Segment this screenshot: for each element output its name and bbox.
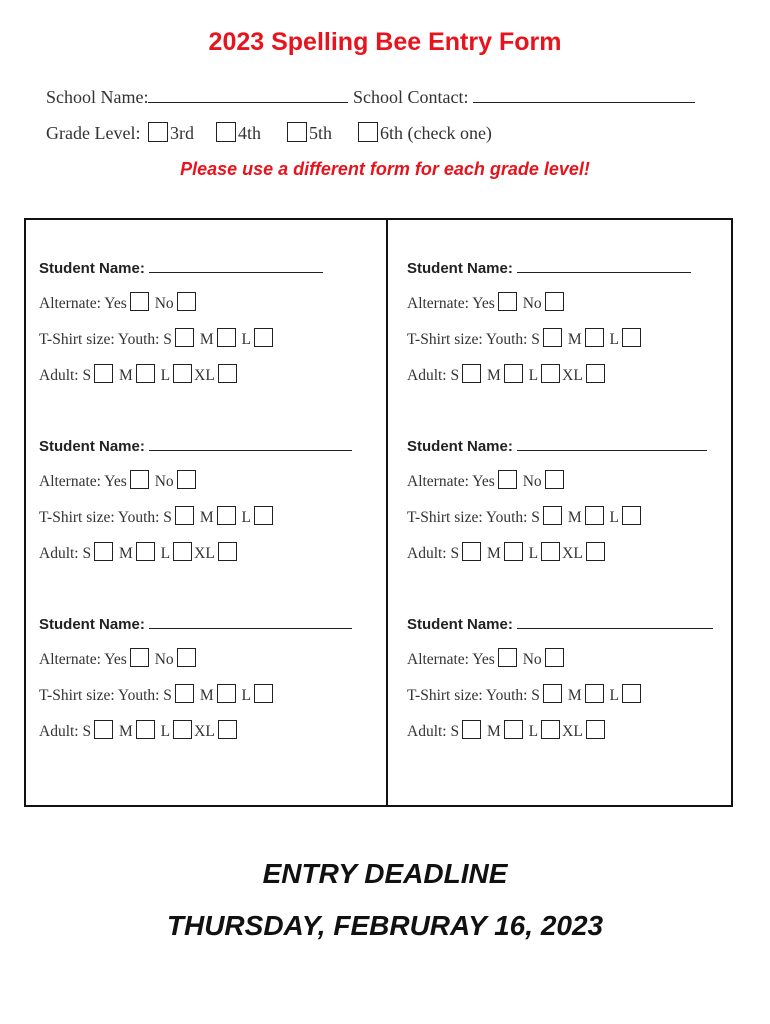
alternate-row xyxy=(39,648,198,669)
youth-l-label: L xyxy=(609,331,619,348)
youth-m-label: M xyxy=(199,509,214,526)
adult-m-checkbox[interactable] xyxy=(136,542,155,561)
adult-s-label: Adult: S xyxy=(39,367,92,384)
alternate-row xyxy=(407,648,566,669)
alternate-no-checkbox[interactable] xyxy=(545,292,564,311)
alternate-no-label: No xyxy=(522,295,542,312)
youth-tshirt-s-label: T-Shirt size: Youth: S xyxy=(407,331,540,348)
youth-m-label: M xyxy=(199,687,214,704)
student-name-label: Student Name xyxy=(39,260,140,277)
adult-tshirt-row xyxy=(39,720,239,741)
adult-tshirt-row xyxy=(407,720,607,741)
grade-3rd-checkbox[interactable] xyxy=(148,122,168,142)
alternate-yes-checkbox[interactable] xyxy=(130,292,149,311)
adult-l-checkbox[interactable] xyxy=(541,364,560,383)
student-name-colon: : xyxy=(507,438,513,455)
youth-l-checkbox[interactable] xyxy=(254,328,273,347)
school-contact-field[interactable] xyxy=(473,86,695,103)
youth-l-label: L xyxy=(241,687,251,704)
alternate-no-label: No xyxy=(154,295,174,312)
student-name-row xyxy=(407,614,713,633)
youth-l-label: L xyxy=(241,509,251,526)
adult-s-label: Adult: S xyxy=(39,723,92,740)
youth-m-label: M xyxy=(567,687,582,704)
deadline-heading: ENTRY DEADLINE xyxy=(262,858,508,889)
adult-l-label: L xyxy=(528,723,539,740)
youth-l-label: L xyxy=(609,509,619,526)
youth-l-checkbox[interactable] xyxy=(622,506,641,525)
youth-m-checkbox[interactable] xyxy=(585,506,604,525)
adult-m-checkbox[interactable] xyxy=(504,364,523,383)
adult-xl-label: XL xyxy=(562,367,583,384)
student-name-field[interactable] xyxy=(517,258,691,273)
youth-s-checkbox[interactable] xyxy=(175,328,194,347)
alternate-no-label: No xyxy=(154,473,174,490)
adult-xl-checkbox[interactable] xyxy=(218,542,237,561)
student-name-colon: : xyxy=(507,616,513,633)
youth-tshirt-s-label: T-Shirt size: Youth: S xyxy=(39,331,172,348)
youth-l-checkbox[interactable] xyxy=(254,684,273,703)
alternate-row xyxy=(39,292,198,313)
youth-m-checkbox[interactable] xyxy=(217,684,236,703)
adult-s-checkbox[interactable] xyxy=(462,364,481,383)
student-name-row xyxy=(39,258,323,277)
youth-l-label: L xyxy=(241,331,251,348)
student-name-row xyxy=(39,614,352,633)
youth-tshirt-row xyxy=(39,506,275,527)
adult-s-checkbox[interactable] xyxy=(94,364,113,383)
student-name-label: Student Name xyxy=(39,438,140,455)
alternate-yes-checkbox[interactable] xyxy=(498,470,517,489)
adult-s-label: Adult: S xyxy=(407,367,460,384)
adult-s-checkbox[interactable] xyxy=(94,720,113,739)
adult-l-checkbox[interactable] xyxy=(173,364,192,383)
alternate-yes-checkbox[interactable] xyxy=(130,470,149,489)
student-name-colon: : xyxy=(507,260,513,277)
adult-xl-checkbox[interactable] xyxy=(586,542,605,561)
student-name-field[interactable] xyxy=(517,436,707,451)
grade-6th-label: 6th (check one) xyxy=(379,123,492,143)
adult-m-checkbox[interactable] xyxy=(136,720,155,739)
adult-s-label: Adult: S xyxy=(407,545,460,562)
grade-level-label: Grade Level: xyxy=(46,123,141,143)
adult-m-label: M xyxy=(118,723,133,740)
adult-l-label: L xyxy=(160,367,171,384)
youth-l-checkbox[interactable] xyxy=(254,506,273,525)
grade-6th-checkbox[interactable] xyxy=(358,122,378,142)
student-name-field[interactable] xyxy=(149,614,352,629)
alternate-row xyxy=(407,470,566,491)
adult-l-label: L xyxy=(160,545,171,562)
adult-l-checkbox[interactable] xyxy=(541,720,560,739)
adult-l-checkbox[interactable] xyxy=(173,720,192,739)
alternate-yes-checkbox[interactable] xyxy=(498,648,517,667)
alternate-no-checkbox[interactable] xyxy=(177,470,196,489)
youth-s-checkbox[interactable] xyxy=(175,506,194,525)
deadline-date: THURSDAY, FEBRURAY 16, 2023 xyxy=(166,910,604,941)
adult-s-checkbox[interactable] xyxy=(94,542,113,561)
student-name-label: Student Name xyxy=(407,260,508,277)
grade-warning: Please use a different form for each grade level! xyxy=(180,159,590,179)
youth-m-checkbox[interactable] xyxy=(585,684,604,703)
adult-l-checkbox[interactable] xyxy=(173,542,192,561)
adult-xl-label: XL xyxy=(562,545,583,562)
student-name-colon: : xyxy=(139,438,145,455)
alternate-yes-label: Alternate: Yes xyxy=(407,473,495,490)
adult-xl-checkbox[interactable] xyxy=(586,364,605,383)
youth-tshirt-row xyxy=(39,684,275,705)
adult-l-label: L xyxy=(528,367,539,384)
youth-m-label: M xyxy=(199,331,214,348)
student-name-field[interactable] xyxy=(149,436,352,451)
adult-l-label: L xyxy=(160,723,171,740)
youth-tshirt-s-label: T-Shirt size: Youth: S xyxy=(407,509,540,526)
youth-m-checkbox[interactable] xyxy=(217,506,236,525)
adult-xl-label: XL xyxy=(194,723,215,740)
adult-l-checkbox[interactable] xyxy=(541,542,560,561)
youth-l-checkbox[interactable] xyxy=(622,684,641,703)
student-name-label: Student Name xyxy=(407,438,508,455)
adult-xl-checkbox[interactable] xyxy=(218,720,237,739)
school-name-field[interactable] xyxy=(148,86,348,103)
youth-tshirt-s-label: T-Shirt size: Youth: S xyxy=(39,687,172,704)
youth-l-label: L xyxy=(609,687,619,704)
grade-3rd-label: 3rd xyxy=(169,123,194,143)
youth-s-checkbox[interactable] xyxy=(543,328,562,347)
youth-tshirt-s-label: T-Shirt size: Youth: S xyxy=(407,687,540,704)
youth-l-checkbox[interactable] xyxy=(622,328,641,347)
alternate-no-label: No xyxy=(522,651,542,668)
student-name-colon: : xyxy=(139,616,145,633)
adult-m-checkbox[interactable] xyxy=(504,542,523,561)
grade-4th-label: 4th xyxy=(237,123,261,143)
adult-m-checkbox[interactable] xyxy=(136,364,155,383)
school-contact-label: School Contact: xyxy=(352,87,469,107)
alternate-no-checkbox[interactable] xyxy=(545,648,564,667)
youth-s-checkbox[interactable] xyxy=(543,684,562,703)
student-name-colon: : xyxy=(139,260,145,277)
adult-xl-checkbox[interactable] xyxy=(586,720,605,739)
adult-l-label: L xyxy=(528,545,539,562)
youth-tshirt-row xyxy=(39,328,275,349)
alternate-yes-label: Alternate: Yes xyxy=(407,651,495,668)
alternate-yes-label: Alternate: Yes xyxy=(39,295,127,312)
grade-5th-checkbox[interactable] xyxy=(287,122,307,142)
alternate-yes-label: Alternate: Yes xyxy=(39,651,127,668)
adult-m-checkbox[interactable] xyxy=(504,720,523,739)
adult-s-label: Adult: S xyxy=(407,723,460,740)
alternate-row xyxy=(39,470,198,491)
youth-s-checkbox[interactable] xyxy=(175,684,194,703)
alternate-yes-checkbox[interactable] xyxy=(498,292,517,311)
alternate-no-checkbox[interactable] xyxy=(177,648,196,667)
alternate-no-checkbox[interactable] xyxy=(177,292,196,311)
grade-5th-label: 5th xyxy=(308,123,332,143)
alternate-row xyxy=(407,292,566,313)
adult-tshirt-row xyxy=(39,364,239,385)
alternate-yes-label: Alternate: Yes xyxy=(407,295,495,312)
column-divider xyxy=(386,218,388,806)
school-name-label: School Name: xyxy=(46,87,149,107)
student-name-field[interactable] xyxy=(149,258,323,273)
adult-xl-label: XL xyxy=(194,545,215,562)
youth-m-checkbox[interactable] xyxy=(585,328,604,347)
adult-s-checkbox[interactable] xyxy=(462,542,481,561)
student-name-row xyxy=(407,436,707,455)
adult-tshirt-row xyxy=(39,542,239,563)
youth-m-checkbox[interactable] xyxy=(217,328,236,347)
student-name-row xyxy=(39,436,352,455)
student-name-field[interactable] xyxy=(517,614,713,629)
student-name-label: Student Name xyxy=(39,616,140,633)
youth-tshirt-row xyxy=(407,684,643,705)
student-name-label: Student Name xyxy=(407,616,508,633)
adult-tshirt-row xyxy=(407,364,607,385)
adult-m-label: M xyxy=(118,367,133,384)
grade-row xyxy=(46,122,492,144)
youth-m-label: M xyxy=(567,509,582,526)
alternate-no-label: No xyxy=(154,651,174,668)
alternate-yes-checkbox[interactable] xyxy=(130,648,149,667)
alternate-no-checkbox[interactable] xyxy=(545,470,564,489)
adult-s-checkbox[interactable] xyxy=(462,720,481,739)
school-row xyxy=(46,86,695,108)
grade-4th-checkbox[interactable] xyxy=(216,122,236,142)
adult-s-label: Adult: S xyxy=(39,545,92,562)
adult-m-label: M xyxy=(486,723,501,740)
youth-tshirt-row xyxy=(407,328,643,349)
student-name-row xyxy=(407,258,691,277)
youth-tshirt-s-label: T-Shirt size: Youth: S xyxy=(39,509,172,526)
adult-m-label: M xyxy=(486,367,501,384)
adult-m-label: M xyxy=(118,545,133,562)
form-title: 2023 Spelling Bee Entry Form xyxy=(208,28,562,56)
youth-m-label: M xyxy=(567,331,582,348)
adult-tshirt-row xyxy=(407,542,607,563)
alternate-yes-label: Alternate: Yes xyxy=(39,473,127,490)
adult-xl-checkbox[interactable] xyxy=(218,364,237,383)
youth-tshirt-row xyxy=(407,506,643,527)
adult-xl-label: XL xyxy=(562,723,583,740)
youth-s-checkbox[interactable] xyxy=(543,506,562,525)
alternate-no-label: No xyxy=(522,473,542,490)
adult-xl-label: XL xyxy=(194,367,215,384)
adult-m-label: M xyxy=(486,545,501,562)
